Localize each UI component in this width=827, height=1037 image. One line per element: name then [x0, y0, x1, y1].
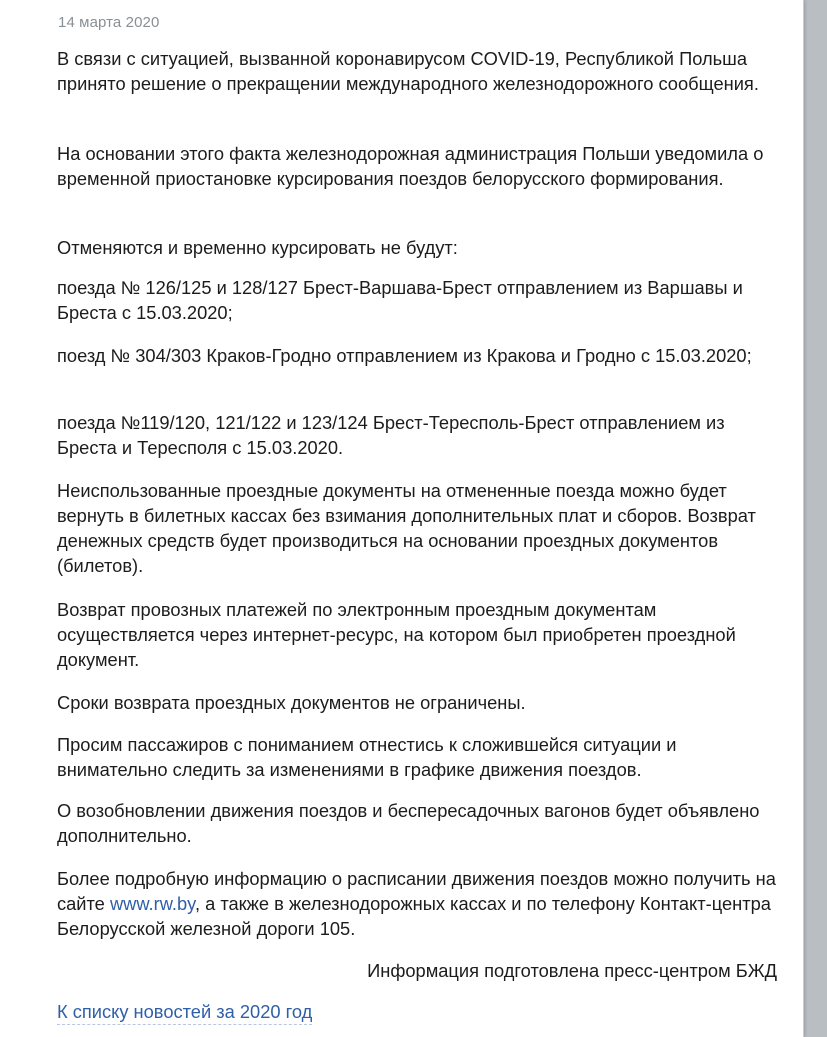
article-paragraph: Возврат провозных платежей по электронным проездным документам осуществляется через интернет-ресурс, на котором был приобретен проездной документ.: [57, 599, 736, 670]
article-paragraph: Отменяются и временно курсировать не будут:: [57, 237, 458, 258]
article-paragraph: поезда № 126/125 и 128/127 Брест-Варшава-Брест отправлением из Варшавы и Бреста с 15.03.2020;: [57, 277, 743, 323]
contact-info-text: Более подробную информацию о расписании движения поездов можно получить на сайте: [57, 868, 776, 914]
article-paragraph: В связи с ситуацией, вызванной коронавирусом COVID-19, Республикой Польша принято решение о прекращении международного железнодорожного сообщения.: [57, 48, 759, 94]
contact-info-text: , а также в железнодорожных кассах и по телефону Контакт-центра Белорусской железной дороги 105.: [57, 893, 771, 939]
article-paragraph: Просим пассажиров с пониманием отнестись к сложившейся ситуации и внимательно следить за изменениями в графике движения поездов.: [57, 734, 677, 780]
article-paragraph: О возобновлении движения поездов и беспересадочных вагонов будет объявлено дополнительно.: [57, 800, 760, 846]
article-date: 14 марта 2020: [58, 14, 160, 31]
press-center-signature: Информация подготовлена пресс-центром БЖД: [367, 960, 777, 981]
article-paragraph: поезда №119/120, 121/122 и 123/124 Брест-Тересполь-Брест отправлением из Бреста и Тересполя с 15.03.2020.: [57, 412, 725, 458]
contact-info-paragraph: [57, 866, 777, 941]
article-paragraph: На основании этого факта железнодорожная администрация Польши уведомила о временной приостановке курсирования поездов белорусского формирования.: [57, 143, 764, 189]
article-paragraph: Неиспользованные проездные документы на отмененные поезда можно будет вернуть в билетных кассах без взимания дополнительных плат и сборов. Возврат денежных средств будет производиться на основании проездных документов (билетов).: [57, 480, 756, 576]
rw-site-link[interactable]: www.rw.by: [109, 893, 195, 914]
article-paragraph: Сроки возврата проездных документов не ограничены.: [57, 692, 526, 713]
article-paragraph: поезд № 304/303 Краков-Гродно отправлением из Кракова и Гродно с 15.03.2020;: [57, 345, 752, 366]
back-to-news-list-link[interactable]: К списку новостей за 2020 год: [57, 999, 312, 1025]
